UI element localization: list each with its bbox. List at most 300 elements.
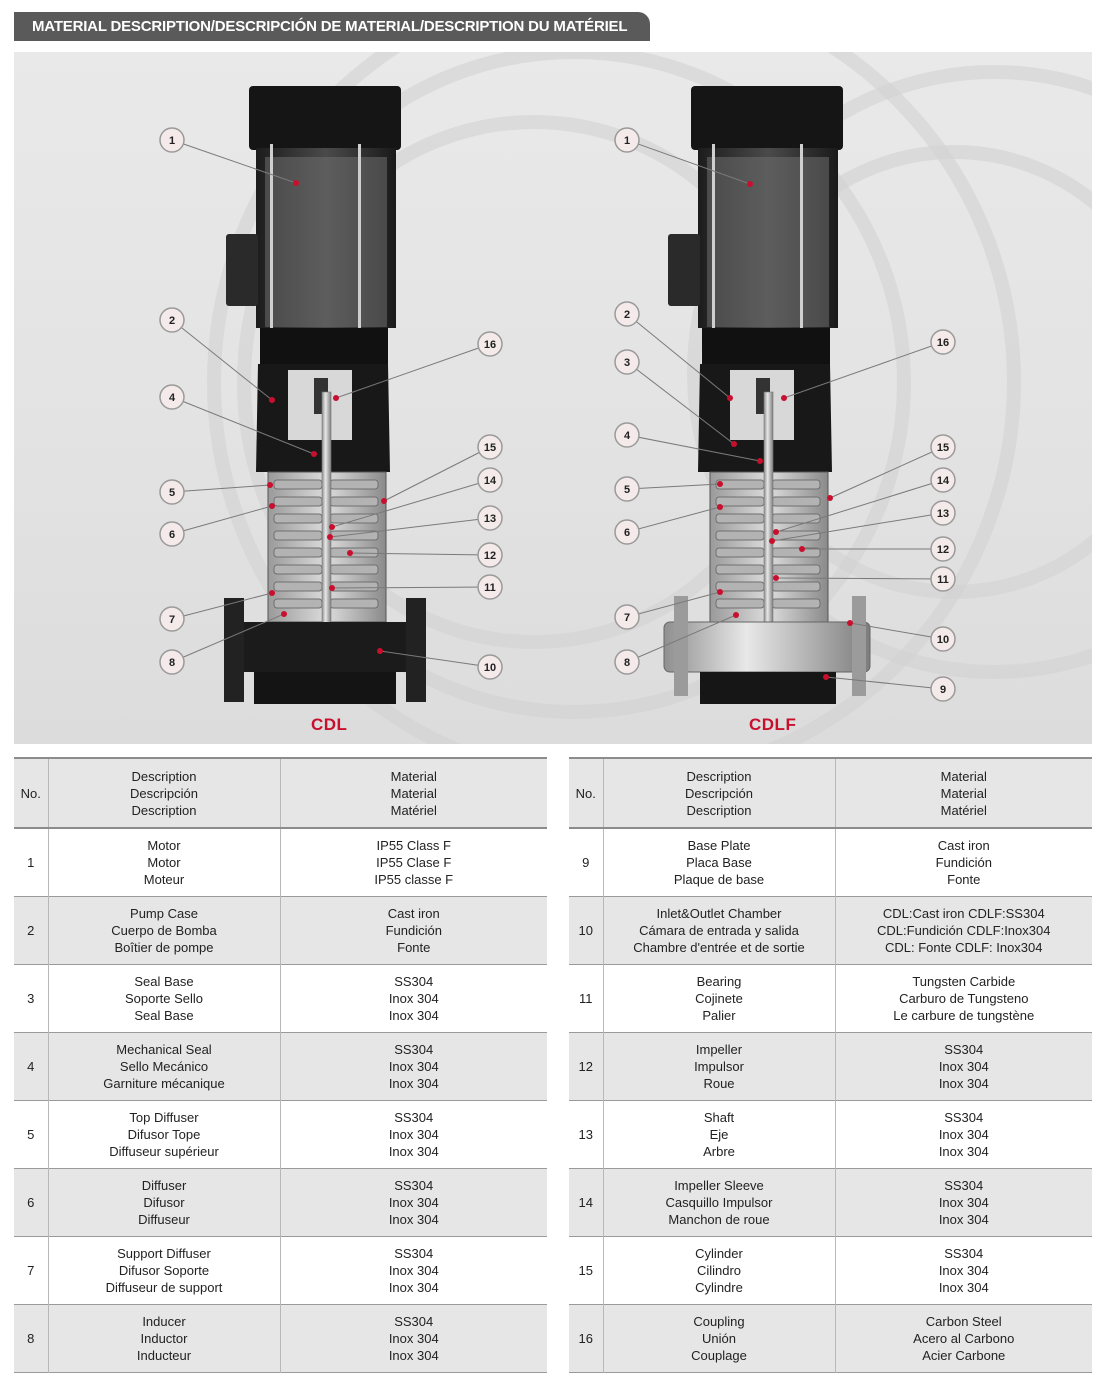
- pump-diagram-panel: [14, 52, 1092, 744]
- callout-number: 16: [936, 337, 950, 349]
- description-line: Cylindre: [695, 1279, 743, 1295]
- callout-number: 14: [936, 475, 950, 487]
- callout-number: 5: [623, 484, 631, 496]
- row-material: [835, 1168, 1092, 1236]
- material-line: Fundición: [935, 854, 992, 870]
- callout-6: [615, 504, 723, 544]
- description-line: Cylinder: [695, 1245, 743, 1261]
- leader-dot: [769, 538, 775, 544]
- material-line: SS304: [944, 1245, 984, 1261]
- description-line: Cámara de entrada y salida: [639, 922, 799, 938]
- leader-dot: [281, 611, 287, 617]
- callout-number: 11: [937, 574, 949, 586]
- description-line: Impulsor: [694, 1058, 744, 1074]
- material-line: SS304: [394, 1109, 434, 1125]
- inlet-flange: [674, 596, 688, 696]
- material-line: Inox 304: [388, 1330, 439, 1346]
- outlet-flange: [406, 598, 426, 702]
- callout-number: 14: [483, 475, 497, 487]
- description-line: Difusor: [143, 1194, 185, 1210]
- leader-dot: [717, 504, 723, 510]
- callout-5: [615, 477, 723, 501]
- motor-flange: [702, 328, 830, 364]
- description-line: Diffuseur de support: [105, 1279, 223, 1295]
- leader-dot: [269, 590, 275, 596]
- row-material: [835, 1236, 1092, 1304]
- leader-dot: [293, 180, 299, 186]
- leader-dot: [731, 441, 737, 447]
- impeller-stage: [274, 548, 322, 557]
- impeller-stage: [274, 582, 322, 591]
- callout-number: 2: [623, 309, 631, 321]
- row-material: [280, 896, 547, 964]
- table-row: [569, 964, 1092, 1032]
- description-line: Motor: [147, 837, 181, 853]
- table-header-row: [14, 758, 547, 828]
- material-line: IP55 Class F: [376, 837, 451, 853]
- material-line: Inox 304: [388, 990, 439, 1006]
- header-material-line: Matériel: [940, 802, 987, 818]
- impeller-stage: [716, 480, 764, 489]
- description-line: Diffuser: [141, 1177, 187, 1193]
- impeller-stage: [772, 497, 820, 506]
- header-material-line: Matériel: [390, 802, 437, 818]
- row-material: [280, 1304, 547, 1372]
- leader-line: [172, 593, 272, 619]
- callout-number: 10: [483, 662, 497, 674]
- row-material: [835, 1304, 1092, 1372]
- table-row: [569, 828, 1092, 896]
- inlet-flange: [224, 598, 244, 702]
- description-line: Palier: [702, 1007, 736, 1023]
- row-material: [835, 964, 1092, 1032]
- leader-dot: [827, 495, 833, 501]
- row-material: [280, 1032, 547, 1100]
- row-description: [48, 896, 280, 964]
- description-line: Arbre: [703, 1143, 735, 1159]
- impeller-stage: [330, 548, 378, 557]
- table-row: [14, 828, 547, 896]
- description-line: Boîtier de pompe: [114, 939, 214, 955]
- impeller-stage: [274, 480, 322, 489]
- row-no: 1: [14, 828, 48, 896]
- description-line: Couplage: [691, 1347, 747, 1363]
- motor-cap: [249, 86, 401, 150]
- leader-dot: [717, 481, 723, 487]
- leader-dot: [267, 482, 273, 488]
- impeller-stage: [716, 497, 764, 506]
- row-no: 8: [14, 1304, 48, 1372]
- material-line: Inox 304: [388, 1211, 439, 1227]
- callout-number: 4: [168, 392, 176, 404]
- impeller-stage: [716, 565, 764, 574]
- section-title: MATERIAL DESCRIPTION/DESCRIPCIÓN DE MATERIAL/DESCRIPTION DU MATÉRIEL: [14, 12, 650, 41]
- impeller-stage: [772, 599, 820, 608]
- material-line: Inox 304: [388, 1347, 439, 1363]
- header-no: No.: [569, 758, 603, 828]
- leader-dot: [269, 503, 275, 509]
- pump-label-cdl: CDL: [311, 715, 348, 734]
- impeller-stage: [716, 599, 764, 608]
- row-description: [603, 1168, 835, 1236]
- description-line: Difusor Tope: [127, 1126, 201, 1142]
- row-no: 9: [569, 828, 603, 896]
- callout-number: 6: [168, 529, 176, 541]
- leader-dot: [757, 458, 763, 464]
- impeller-stage: [330, 565, 378, 574]
- material-line: Inox 304: [938, 1262, 989, 1278]
- material-line: IP55 classe F: [374, 871, 454, 887]
- row-no: 3: [14, 964, 48, 1032]
- motor-window: [707, 157, 829, 327]
- row-description: [603, 896, 835, 964]
- row-no: 13: [569, 1100, 603, 1168]
- description-line: Seal Base: [134, 1007, 194, 1023]
- header-material-line: Material: [940, 785, 987, 801]
- table-row: [569, 1100, 1092, 1168]
- leader-dot: [269, 397, 275, 403]
- callout-number: 9: [939, 684, 947, 696]
- row-no: 6: [14, 1168, 48, 1236]
- table-header-row: [569, 758, 1092, 828]
- header-material: [280, 758, 547, 828]
- row-no: 10: [569, 896, 603, 964]
- terminal-box: [226, 234, 258, 306]
- material-line: Inox 304: [388, 1262, 439, 1278]
- row-no: 16: [569, 1304, 603, 1372]
- material-line: Tungsten Carbide: [912, 973, 1016, 989]
- table-row: [14, 1032, 547, 1100]
- material-line: SS304: [394, 1177, 434, 1193]
- table-row: [569, 896, 1092, 964]
- row-no: 14: [569, 1168, 603, 1236]
- table-row: [14, 1168, 547, 1236]
- description-line: Coupling: [693, 1313, 745, 1329]
- material-line: Inox 304: [388, 1075, 439, 1091]
- leader-dot: [727, 395, 733, 401]
- material-line: Inox 304: [938, 1194, 989, 1210]
- callout-number: 3: [623, 357, 631, 369]
- header-description-line: Descripción: [685, 785, 753, 801]
- impeller-stage: [772, 582, 820, 591]
- row-material: [835, 896, 1092, 964]
- leader-dot: [333, 395, 339, 401]
- description-line: Pump Case: [130, 905, 198, 921]
- callout-number: 6: [623, 527, 631, 539]
- material-line: Fonte: [397, 939, 431, 955]
- impeller-stage: [274, 599, 322, 608]
- description-line: Shaft: [703, 1109, 735, 1125]
- leader-dot: [327, 534, 333, 540]
- description-line: Garniture mécanique: [103, 1075, 225, 1091]
- callout-number: 1: [623, 135, 631, 147]
- description-line: Inlet&Outlet Chamber: [656, 905, 782, 921]
- leader-dot: [773, 575, 779, 581]
- header-description-line: Description: [686, 802, 752, 818]
- leader-dot: [799, 546, 805, 552]
- description-line: Seal Base: [134, 973, 194, 989]
- leader-dot: [747, 181, 753, 187]
- row-material: [835, 1100, 1092, 1168]
- row-material: [280, 1236, 547, 1304]
- description-line: Top Diffuser: [129, 1109, 199, 1125]
- material-line: SS304: [944, 1041, 984, 1057]
- row-no: 2: [14, 896, 48, 964]
- inlet-outlet-chamber: [664, 622, 870, 672]
- impeller-stage: [274, 497, 322, 506]
- description-line: Plaque de base: [673, 871, 765, 887]
- impeller-stage: [772, 514, 820, 523]
- motor-cap: [691, 86, 843, 150]
- leader-dot: [717, 589, 723, 595]
- row-description: [603, 1236, 835, 1304]
- row-no: 4: [14, 1032, 48, 1100]
- row-description: [603, 828, 835, 896]
- leader-line: [384, 447, 490, 501]
- table-row: [14, 896, 547, 964]
- callout-number: 4: [623, 430, 631, 442]
- description-line: Eje: [709, 1126, 729, 1142]
- description-line: Manchon de roue: [668, 1211, 770, 1227]
- header-description: [603, 758, 835, 828]
- description-line: Placa Base: [686, 854, 752, 870]
- row-material: [280, 1168, 547, 1236]
- material-line: Inox 304: [938, 1075, 989, 1091]
- table-row: [569, 1032, 1092, 1100]
- material-line: Inox 304: [388, 1007, 439, 1023]
- description-line: Impeller Sleeve: [674, 1177, 764, 1193]
- material-line: Inox 304: [388, 1279, 439, 1295]
- material-line: Cast iron: [387, 905, 440, 921]
- description-line: Moteur: [143, 871, 185, 887]
- header-material-line: Material: [390, 785, 437, 801]
- impeller-stage: [274, 514, 322, 523]
- shaft: [764, 392, 773, 632]
- material-line: IP55 Clase F: [376, 854, 452, 870]
- material-line: CDL:Fundición CDLF:Inox304: [877, 922, 1051, 938]
- callout-number: 1: [168, 135, 176, 147]
- impeller-stage: [274, 565, 322, 574]
- pump-label-cdlf: CDLF: [749, 715, 797, 734]
- impeller-stage: [772, 531, 820, 540]
- impeller-stage: [330, 480, 378, 489]
- table-row: [569, 1236, 1092, 1304]
- callout-number: 15: [936, 442, 950, 454]
- table-row: [569, 1304, 1092, 1372]
- material-line: Acier Carbone: [922, 1347, 1006, 1363]
- material-table-right: [569, 757, 1092, 1373]
- motor-flange: [260, 328, 388, 364]
- row-no: 11: [569, 964, 603, 1032]
- table-row: [14, 1236, 547, 1304]
- leader-dot: [733, 612, 739, 618]
- tie-rod: [358, 144, 361, 329]
- shaft: [322, 392, 331, 632]
- description-line: Soporte Sello: [124, 990, 204, 1006]
- leader-dot: [781, 395, 787, 401]
- material-line: Fundición: [385, 922, 442, 938]
- description-line: Casquillo Impulsor: [665, 1194, 773, 1210]
- leader-dot: [311, 451, 317, 457]
- description-line: Mechanical Seal: [116, 1041, 212, 1057]
- description-line: Inducer: [142, 1313, 186, 1329]
- header-description: [48, 758, 280, 828]
- table-row: [14, 1304, 547, 1372]
- impeller-stage: [716, 582, 764, 591]
- material-line: SS304: [944, 1177, 984, 1193]
- leader-dot: [347, 550, 353, 556]
- impeller-stage: [330, 497, 378, 506]
- callout-number: 7: [168, 614, 176, 626]
- header-description-line: Description: [131, 768, 197, 784]
- material-line: SS304: [394, 1245, 434, 1261]
- callout-number: 16: [483, 339, 497, 351]
- impeller-stage: [716, 531, 764, 540]
- impeller-stage: [330, 582, 378, 591]
- callout-6: [160, 503, 275, 546]
- description-line: Impeller: [695, 1041, 743, 1057]
- table-row: [14, 1100, 547, 1168]
- callout-number: 7: [623, 612, 631, 624]
- material-line: Inox 304: [938, 1126, 989, 1142]
- row-description: [603, 964, 835, 1032]
- leader-dot: [329, 524, 335, 530]
- header-no: No.: [14, 758, 48, 828]
- material-line: SS304: [944, 1109, 984, 1125]
- base-plate: [700, 672, 836, 704]
- callout-number: 2: [168, 315, 176, 327]
- row-description: [48, 1032, 280, 1100]
- leader-dot: [329, 585, 335, 591]
- material-line: Le carbure de tungstène: [893, 1007, 1035, 1023]
- description-line: Cojinete: [695, 990, 743, 1006]
- row-description: [48, 1236, 280, 1304]
- description-line: Unión: [702, 1330, 736, 1346]
- leader-dot: [381, 498, 387, 504]
- row-material: [835, 1032, 1092, 1100]
- callout-number: 15: [483, 442, 497, 454]
- header-material-line: Material: [940, 768, 987, 784]
- material-line: Inox 304: [388, 1143, 439, 1159]
- material-line: Inox 304: [388, 1194, 439, 1210]
- row-no: 5: [14, 1100, 48, 1168]
- row-description: [48, 1100, 280, 1168]
- row-description: [48, 1304, 280, 1372]
- callout-number: 13: [936, 508, 950, 520]
- leader-dot: [773, 529, 779, 535]
- inlet-outlet-chamber: [242, 622, 408, 672]
- table-row: [569, 1168, 1092, 1236]
- row-no: 12: [569, 1032, 603, 1100]
- row-description: [603, 1032, 835, 1100]
- callout-number: 12: [483, 550, 497, 562]
- description-line: Inductor: [140, 1330, 188, 1346]
- description-line: Chambre d'entrée et de sortie: [633, 939, 805, 955]
- callout-number: 5: [168, 487, 176, 499]
- leader-line: [172, 506, 272, 534]
- motor-window: [265, 157, 387, 327]
- description-line: Roue: [703, 1075, 735, 1091]
- material-line: CDL: Fonte CDLF: Inox304: [884, 939, 1043, 955]
- row-material: [280, 828, 547, 896]
- terminal-box: [668, 234, 700, 306]
- description-line: Base Plate: [687, 837, 751, 853]
- material-line: SS304: [394, 973, 434, 989]
- header-description-line: Descripción: [130, 785, 198, 801]
- header-description-line: Description: [686, 768, 752, 784]
- description-line: Cilindro: [696, 1262, 742, 1278]
- row-description: [603, 1304, 835, 1372]
- description-line: Motor: [147, 854, 181, 870]
- pump-cdl: [224, 86, 426, 704]
- header-material: [835, 758, 1092, 828]
- table-row: [14, 964, 547, 1032]
- row-description: [48, 828, 280, 896]
- material-line: CDL:Cast iron CDLF:SS304: [882, 905, 1045, 921]
- material-line: Inox 304: [388, 1058, 439, 1074]
- pump-cutaway-illustration: [14, 52, 1092, 744]
- material-line: Fonte: [947, 871, 981, 887]
- material-table-left: [14, 757, 547, 1373]
- material-line: Inox 304: [938, 1279, 989, 1295]
- material-line: Inox 304: [938, 1058, 989, 1074]
- row-no: 15: [569, 1236, 603, 1304]
- callout-number: 8: [168, 657, 176, 669]
- row-description: [48, 1168, 280, 1236]
- tie-rod: [270, 144, 273, 329]
- callout-number: 10: [936, 634, 950, 646]
- description-line: Bearing: [696, 973, 742, 989]
- description-line: Diffuseur: [138, 1211, 190, 1227]
- callout-number: 11: [484, 582, 496, 594]
- header-description-line: Description: [131, 802, 197, 818]
- impeller-stage: [772, 565, 820, 574]
- base-foot: [254, 672, 396, 704]
- leader-dot: [377, 648, 383, 654]
- impeller-stage: [716, 514, 764, 523]
- leader-line: [627, 484, 720, 489]
- leader-line: [627, 507, 720, 532]
- row-description: [48, 964, 280, 1032]
- row-no: 7: [14, 1236, 48, 1304]
- row-material: [280, 1100, 547, 1168]
- description-line: Diffuseur supérieur: [109, 1143, 219, 1159]
- description-line: Support Diffuser: [117, 1245, 211, 1261]
- impeller-stage: [330, 599, 378, 608]
- material-line: Inox 304: [388, 1126, 439, 1142]
- description-line: Inducteur: [136, 1347, 192, 1363]
- leader-dot: [847, 620, 853, 626]
- callout-number: 13: [483, 513, 497, 525]
- material-line: Cast iron: [937, 837, 990, 853]
- row-material: [280, 964, 547, 1032]
- impeller-stage: [274, 531, 322, 540]
- description-line: Difusor Soporte: [118, 1262, 210, 1278]
- impeller-stage: [716, 548, 764, 557]
- header-material-line: Material: [390, 768, 437, 784]
- callout-number: 8: [623, 657, 631, 669]
- material-line: Inox 304: [938, 1211, 989, 1227]
- description-line: Sello Mecánico: [119, 1058, 209, 1074]
- material-line: Carbon Steel: [925, 1313, 1002, 1329]
- tie-rod: [800, 144, 803, 329]
- description-line: Cuerpo de Bomba: [111, 922, 217, 938]
- impeller-stage: [772, 480, 820, 489]
- material-line: SS304: [394, 1313, 434, 1329]
- leader-dot: [823, 674, 829, 680]
- material-line: Inox 304: [938, 1143, 989, 1159]
- material-line: Acero al Carbono: [913, 1330, 1015, 1346]
